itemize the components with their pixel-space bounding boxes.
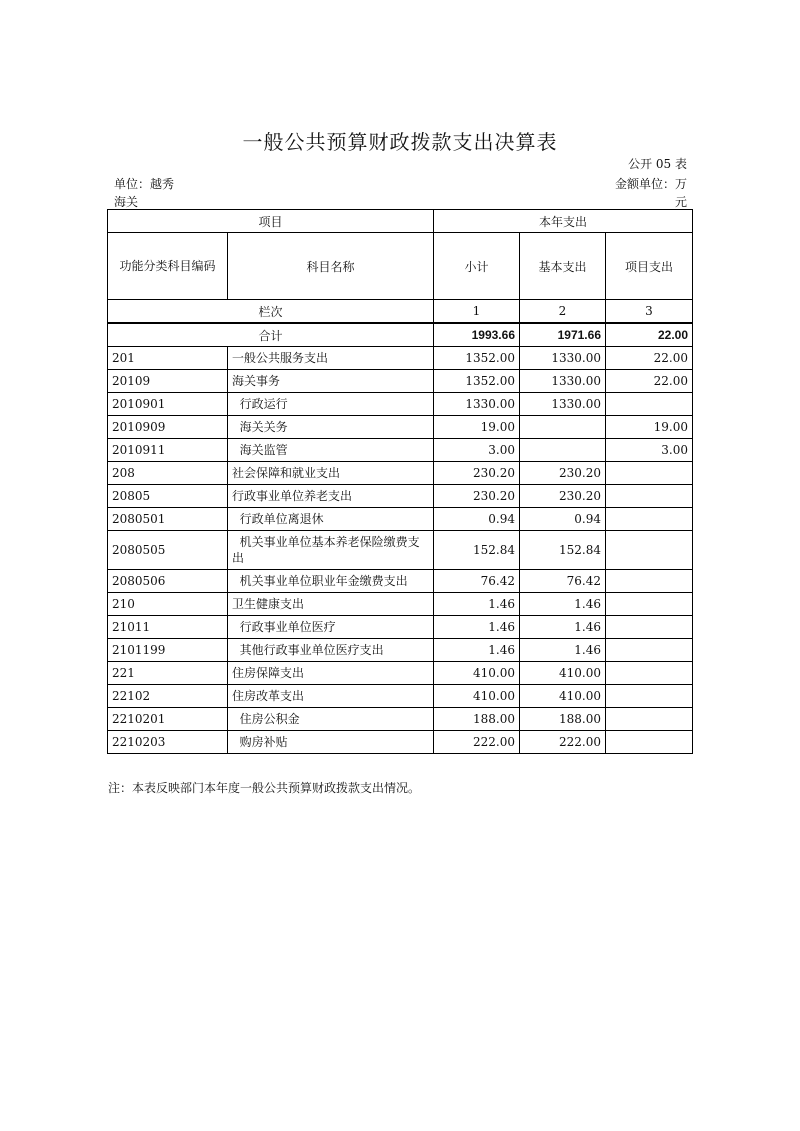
total-row — [108, 323, 693, 347]
row-basic: 222.00 — [520, 731, 606, 754]
row-code: 2010911 — [108, 439, 228, 462]
row-code: 2210201 — [108, 708, 228, 731]
footnote: 注：本表反映部门本年度一般公共预算财政拨款支出情况。 — [108, 781, 421, 795]
row-project: 22.00 — [606, 370, 693, 393]
amount-unit-line-1: 金额单位：万 — [614, 177, 687, 191]
row-subtotal: 1.46 — [434, 639, 520, 662]
row-basic: 1330.00 — [520, 370, 606, 393]
row-basic — [520, 439, 606, 462]
row-subtotal: 410.00 — [434, 685, 520, 708]
row-code: 208 — [108, 462, 228, 485]
table-row — [108, 662, 693, 685]
table-row — [108, 508, 693, 531]
unit-label-line-1: 单位：越秀 — [114, 177, 175, 191]
row-name: 社会保障和就业支出 — [228, 462, 434, 485]
row-code: 2080501 — [108, 508, 228, 531]
row-name: 卫生健康支出 — [228, 593, 434, 616]
row-basic: 152.84 — [520, 531, 606, 570]
row-project — [606, 508, 693, 531]
header-year-group: 本年支出 — [434, 210, 693, 233]
row-subtotal: 19.00 — [434, 416, 520, 439]
row-project — [606, 685, 693, 708]
rank-row — [108, 300, 693, 324]
total-label: 合计 — [108, 323, 434, 347]
rank-2: 2 — [520, 300, 606, 324]
row-code: 22102 — [108, 685, 228, 708]
row-project — [606, 393, 693, 416]
header-row-columns — [108, 233, 693, 300]
table-row — [108, 531, 693, 570]
row-basic: 230.20 — [520, 485, 606, 508]
row-name: 一般公共服务支出 — [228, 347, 434, 370]
row-subtotal: 1.46 — [434, 616, 520, 639]
header-code: 功能分类科目编码 — [108, 233, 228, 300]
row-project: 19.00 — [606, 416, 693, 439]
header-basic: 基本支出 — [520, 233, 606, 300]
row-project — [606, 639, 693, 662]
table-row — [108, 685, 693, 708]
row-subtotal: 410.00 — [434, 662, 520, 685]
row-subtotal: 3.00 — [434, 439, 520, 462]
table-row — [108, 616, 693, 639]
row-name: 海关事务 — [228, 370, 434, 393]
row-subtotal: 1352.00 — [434, 347, 520, 370]
total-project: 22.00 — [606, 323, 693, 347]
row-basic: 1.46 — [520, 616, 606, 639]
row-code: 201 — [108, 347, 228, 370]
row-project — [606, 593, 693, 616]
row-subtotal: 1352.00 — [434, 370, 520, 393]
table-row — [108, 393, 693, 416]
row-code: 2101199 — [108, 639, 228, 662]
row-name: 行政事业单位养老支出 — [228, 485, 434, 508]
row-basic: 1330.00 — [520, 393, 606, 416]
row-name: 行政单位离退休 — [228, 508, 434, 531]
row-project — [606, 616, 693, 639]
row-basic: 410.00 — [520, 662, 606, 685]
row-name: 海关关务 — [228, 416, 434, 439]
table-row — [108, 708, 693, 731]
row-project — [606, 708, 693, 731]
row-name: 海关监管 — [228, 439, 434, 462]
row-name: 住房公积金 — [228, 708, 434, 731]
row-basic: 76.42 — [520, 570, 606, 593]
table-row — [108, 416, 693, 439]
rank-1: 1 — [434, 300, 520, 324]
header-subtotal: 小计 — [434, 233, 520, 300]
rank-label: 栏次 — [108, 300, 434, 324]
row-code: 21011 — [108, 616, 228, 639]
table-row — [108, 370, 693, 393]
rank-3: 3 — [606, 300, 693, 324]
row-project — [606, 570, 693, 593]
row-project — [606, 531, 693, 570]
row-code: 20805 — [108, 485, 228, 508]
table-row — [108, 593, 693, 616]
row-code: 2010901 — [108, 393, 228, 416]
unit-label — [114, 175, 174, 211]
row-basic: 188.00 — [520, 708, 606, 731]
row-code: 210 — [108, 593, 228, 616]
row-basic: 1.46 — [520, 639, 606, 662]
row-name: 机关事业单位基本养老保险缴费支出 — [228, 531, 434, 570]
row-basic — [520, 416, 606, 439]
form-code: 公开 05 表 — [628, 157, 687, 171]
row-name: 住房改革支出 — [228, 685, 434, 708]
row-subtotal: 222.00 — [434, 731, 520, 754]
row-subtotal: 230.20 — [434, 485, 520, 508]
row-project — [606, 462, 693, 485]
row-subtotal: 1330.00 — [434, 393, 520, 416]
row-code: 2080506 — [108, 570, 228, 593]
total-basic: 1971.66 — [520, 323, 606, 347]
table-row — [108, 462, 693, 485]
row-name: 行政运行 — [228, 393, 434, 416]
page-title: 一般公共预算财政拨款支出决算表 — [242, 130, 558, 154]
table-row — [108, 639, 693, 662]
row-subtotal: 76.42 — [434, 570, 520, 593]
row-basic: 410.00 — [520, 685, 606, 708]
row-name: 行政事业单位医疗 — [228, 616, 434, 639]
table-row — [108, 347, 693, 370]
table-row — [108, 439, 693, 462]
row-subtotal: 230.20 — [434, 462, 520, 485]
header-row-groups — [108, 210, 693, 233]
total-subtotal: 1993.66 — [434, 323, 520, 347]
row-project: 22.00 — [606, 347, 693, 370]
row-name: 住房保障支出 — [228, 662, 434, 685]
row-subtotal: 152.84 — [434, 531, 520, 570]
header-project: 项目支出 — [606, 233, 693, 300]
table-row — [108, 731, 693, 754]
row-subtotal: 0.94 — [434, 508, 520, 531]
table-row — [108, 570, 693, 593]
row-basic: 0.94 — [520, 508, 606, 531]
row-basic: 230.20 — [520, 462, 606, 485]
row-subtotal: 188.00 — [434, 708, 520, 731]
row-code: 2010909 — [108, 416, 228, 439]
header-name: 科目名称 — [228, 233, 434, 300]
header-item-group: 项目 — [108, 210, 434, 233]
amount-unit — [615, 175, 687, 211]
row-project: 3.00 — [606, 439, 693, 462]
row-name: 购房补贴 — [228, 731, 434, 754]
row-code: 2210203 — [108, 731, 228, 754]
row-project — [606, 485, 693, 508]
row-name: 机关事业单位职业年金缴费支出 — [228, 570, 434, 593]
row-subtotal: 1.46 — [434, 593, 520, 616]
amount-unit-line-2: 元 — [674, 195, 687, 209]
row-basic: 1330.00 — [520, 347, 606, 370]
row-project — [606, 731, 693, 754]
row-code: 20109 — [108, 370, 228, 393]
row-code: 221 — [108, 662, 228, 685]
unit-label-line-2: 海关 — [114, 195, 139, 209]
table-row — [108, 485, 693, 508]
row-name: 其他行政事业单位医疗支出 — [228, 639, 434, 662]
expenditure-table — [107, 209, 693, 754]
row-code: 2080505 — [108, 531, 228, 570]
row-project — [606, 662, 693, 685]
row-basic: 1.46 — [520, 593, 606, 616]
